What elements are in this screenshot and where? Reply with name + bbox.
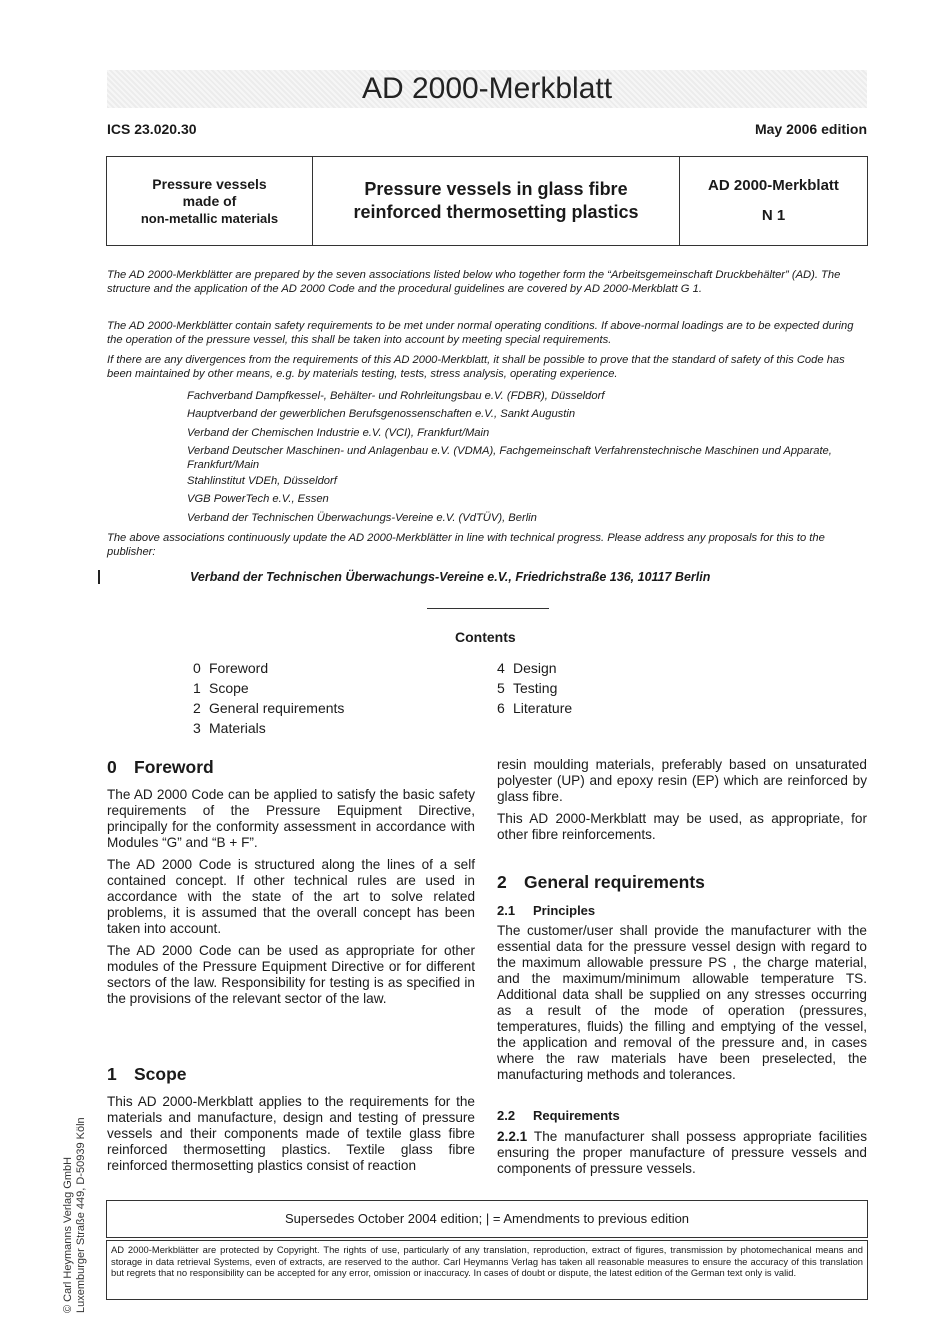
- requirements-heading: 2.2 Requirements: [497, 1108, 620, 1123]
- association-item: Verband der Chemischen Industrie e.V. (VCI), Frankfurt/Main: [187, 427, 490, 439]
- contents-item[interactable]: 3 Materials: [193, 720, 266, 736]
- contents-list-right: [497, 658, 572, 718]
- code-cell: [680, 157, 867, 245]
- copyright-notice: AD 2000-Merkblätter are protected by Copyright. The rights of use, particularly of any translation, reproduction, extract of figures, transmission by photomechanical means and storage in data retrieval Systems, even of extracts, are reserved to the author. Carl Heymanns Verlag has taken all reasonable measures to ensure the accuracy of this translation but regrets that no responsibility can be accepted for any error, omission or inaccuracy. In cases of doubt or dispute, the latest edition of the German text only is valid.: [106, 1240, 868, 1300]
- publisher-line: © Carl Heymanns Verlag GmbH: [62, 1156, 74, 1313]
- contents-item[interactable]: 1 Scope: [193, 680, 249, 696]
- contents-item[interactable]: 5 Testing: [497, 680, 558, 696]
- principles-heading: 2.1 Principles: [497, 903, 596, 918]
- category-cell: [107, 157, 313, 245]
- contents-list-left: [193, 658, 344, 738]
- publisher-sidebar: [62, 1093, 102, 1313]
- requirement-2-2-1: 2.2.1 The manufacturer shall possess appropriate facilities ensuring the proper manufacture of pressure vessels and components of pressure vessels.: [497, 1129, 868, 1176]
- code-number: N 1: [761, 207, 786, 224]
- contents-heading: Contents: [455, 629, 516, 645]
- document-title: AD 2000-Merkblatt: [107, 70, 867, 108]
- contents-item[interactable]: 0 Foreword: [193, 660, 269, 676]
- intro-paragraph-4: The above associations continuously update the AD 2000-Merkblätter in line with technical progress. Please address any proposals for this to the publisher:: [107, 532, 825, 558]
- intro-paragraph-3: If there are any divergences from the requirements of this AD 2000-Merkblatt, it shall be possible to prove that the standard of safety of this Code has been maintained by other means, e.g. by materials testing, tests, stress analysis, operating experience.: [107, 354, 845, 380]
- intro-paragraph-2: The AD 2000-Merkblätter contain safety requirements to be met under normal operating conditions. If above-normal loadings are to be expected during the operation of the pressure vessel, this shall be taken into account by meeting special requirements.: [107, 320, 854, 346]
- association-item: Verband Deutscher Maschinen- und Anlagenbau e.V. (VDMA), Fachgemeinschaft Verfahrenstechnische Maschinen und Apparate, Frankfurt/Main: [187, 445, 832, 471]
- scope-heading: 1 Scope: [107, 1064, 187, 1084]
- amendment-bar: [98, 570, 100, 584]
- foreword-paragraph: The AD 2000 Code can be applied to satisfy the basic safety requirements of the Pressure Equipment Directive, principally for the conformity assessment in accordance with Modules “G” and “B + F”.: [107, 787, 475, 850]
- header-table: [106, 156, 868, 246]
- association-item: Fachverband Dampfkessel-, Behälter- und Rohrleitungsbau e.V. (FDBR), Düsseldorf: [187, 390, 605, 402]
- association-item: Stahlinstitut VDEh, Düsseldorf: [187, 475, 337, 487]
- subject-cell: [313, 157, 680, 245]
- scope-paragraph: resin moulding materials, preferably based on unsaturated polyester (UP) and epoxy resin (EP) which are reinforced by glass fibre.: [497, 757, 867, 804]
- general-requirements-heading: 2 General requirements: [497, 872, 705, 892]
- edition-date: May 2006 edition: [754, 121, 867, 137]
- category-line: made of: [182, 192, 237, 209]
- scope-text: This AD 2000-Merkblatt applies to the requirements for the materials and manufacture, design and testing of pressure vessels and their components made of textile glass fibre reinforced thermosetting plastics. Textile glass fibre reinforced thermosetting plastics consist of reaction: [107, 1094, 475, 1173]
- association-item: Verband der Technischen Überwachungs-Vereine e.V. (VdTÜV), Berlin: [187, 512, 537, 524]
- contents-item[interactable]: 2 General requirements: [193, 700, 345, 716]
- contents-item[interactable]: 6 Literature: [497, 700, 573, 716]
- category-line: Pressure vessels: [152, 175, 267, 192]
- contents-item[interactable]: 4 Design: [497, 660, 557, 676]
- scope-paragraph: This AD 2000-Merkblatt may be used, as appropriate, for other fibre reinforcements.: [497, 811, 867, 842]
- publisher-address: Verband der Technischen Überwachungs-Vereine e.V., Friedrichstraße 136, 10117 Berlin: [190, 570, 711, 584]
- foreword-heading: 0 Foreword: [107, 757, 214, 777]
- subject-line: Pressure vessels in glass fibre: [364, 179, 628, 199]
- principles-text: The customer/user shall provide the manufacturer with the essential data for the pressure vessel design with regard to the maximum allowable pressure PS , the charge material, and the maximum/minimum allowable temperature TS. Additional data shall be supplied on any stresses occurring as a result of the mode of operation (pressures, temperatures, fluids) the filling and emptying of the vessel, the application and removal of the pressure and, in cases where the raw materials have been preselected, the manufacturing methods and tolerances.: [497, 923, 867, 1082]
- divider: [427, 608, 549, 609]
- foreword-paragraph: The AD 2000 Code can be used as appropriate for other modules of the Pressure Equipment Directive or for different sectors of the law. Responsibility for testing is as specified in the provisions of the relevant sector of the law.: [107, 943, 475, 1006]
- foreword-text: [107, 787, 475, 1013]
- code-label: AD 2000-Merkblatt: [708, 177, 839, 194]
- intro-paragraph-1: The AD 2000-Merkblätter are prepared by the seven associations listed below who together form the “Arbeitsgemeinschaft Druckbehälter” (AD). The structure and the application of the AD 2000 Code and the procedural guidelines are covered by AD 2000-Merkblatt G 1.: [107, 269, 841, 295]
- subject-line: reinforced thermosetting plastics: [353, 202, 639, 222]
- scope-continued: [497, 757, 867, 849]
- publisher-line: Luxemburger Straße 449, D-50939 Köln: [75, 1117, 87, 1313]
- supersedes-note: Supersedes October 2004 edition; | = Amendments to previous edition: [106, 1200, 868, 1238]
- ics-code: ICS 23.020.30: [107, 121, 197, 137]
- foreword-paragraph: The AD 2000 Code is structured along the lines of a self contained concept. If other technical rules are used in accordance with the state of the art to solve related problems, it is assumed that the overall concept has been taken into account.: [107, 857, 475, 936]
- association-item: VGB PowerTech e.V., Essen: [187, 493, 329, 505]
- category-line: non-metallic materials: [140, 210, 279, 226]
- association-item: Hauptverband der gewerblichen Berufsgenossenschaften e.V., Sankt Augustin: [187, 408, 576, 420]
